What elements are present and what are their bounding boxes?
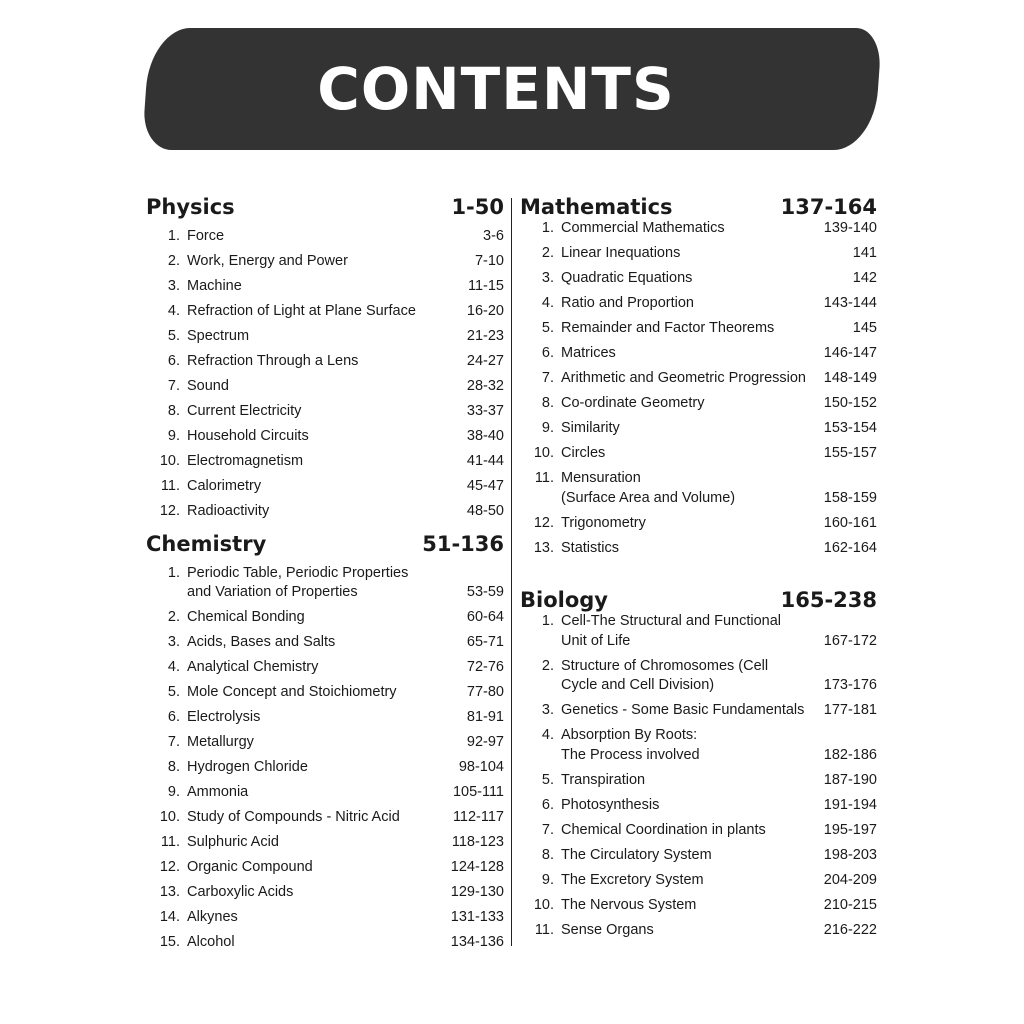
toc-entry [146,427,504,447]
entry-title: Co-ordinate Geometry [561,395,705,411]
entry-pages: 153-154 [823,420,877,436]
entry-number: 2. [167,609,180,625]
toc-entry [146,658,504,678]
entry-number: 8. [167,759,180,775]
entry-pages: 24-27 [466,353,504,369]
page-title: CONTENTS [317,55,675,123]
entry-number: 1. [541,613,554,629]
entry-number: 1. [167,564,180,581]
entry-pages: 65-71 [466,634,504,650]
section-pages: 51-136 [422,531,504,556]
entry-pages: 45-47 [466,478,504,494]
entry-number: 8. [541,846,554,863]
entry-title: Statistics [561,539,620,556]
entry-number: 2. [541,245,554,261]
entry-number: 7. [541,821,554,838]
entry-title: Refraction Through a Lens [187,353,359,369]
entry-title: Matrices [561,345,616,361]
entry-pages: 148-149 [823,370,877,386]
section-physics [146,195,504,522]
entry-title: Study of Compounds - Nitric Acid [187,809,400,825]
toc-entry [520,771,877,791]
entry-title: Remainder and Factor Theorems [561,320,775,336]
entry-pages: 38-40 [466,428,504,444]
toc-entry [520,539,877,559]
entry-title: Transpiration [561,771,646,788]
entry-title: Acids, Bases and Salts [187,634,336,650]
entry-title: Organic Compound [187,859,313,875]
entry-pages: 124-128 [450,859,504,875]
entry-title: Chemical Coordination in plants [561,821,766,838]
toc-entry [146,502,504,522]
entry-pages: 98-104 [458,759,504,775]
toc-entry [146,252,504,272]
entry-title: Refraction of Light at Plane Surface [187,303,416,319]
entry-pages: 146-147 [823,345,877,361]
entry-number: 1. [541,220,554,236]
entry-pages: 92-97 [466,734,504,750]
toc-entry [146,833,504,853]
entry-title: Radioactivity [187,503,270,519]
entry-title: Mensuration (Surface Area and Volume) [561,470,736,506]
entry-number: 11. [534,470,554,486]
toc-entry [520,344,877,364]
entry-number: 3. [541,270,554,286]
entry-title: Sense Organs [561,921,654,938]
entry-title: Cell-The Structural and Functional Unit of Life [561,613,782,649]
column-divider [511,198,512,946]
toc-entry [146,477,504,497]
entry-pages: 48-50 [466,503,504,519]
toc-entry [520,726,877,765]
entry-pages: 177-181 [823,702,877,718]
entry-number: 9. [541,420,554,436]
toc-entry [520,294,877,314]
toc-entry [146,758,504,778]
chapter-list [146,564,504,953]
entry-number: 10. [159,453,180,469]
toc-entry [520,369,877,389]
toc-entry [520,896,877,916]
entry-number: 13. [533,539,554,556]
entry-pages: 129-130 [450,884,504,900]
toc-entry [520,319,877,339]
toc-entry [146,683,504,703]
entry-pages: 16-20 [466,303,504,319]
toc-entry [146,352,504,372]
entry-number: 12. [159,503,180,519]
entry-number: 5. [541,771,554,788]
toc-entry [520,469,877,508]
toc-entry [146,608,504,628]
toc-entry [520,394,877,414]
entry-title: Work, Energy and Power [187,253,348,269]
entry-number: 10. [533,445,554,461]
entry-number: 14. [159,909,180,925]
toc-entry [146,783,504,803]
entry-number: 9. [541,871,554,888]
entry-number: 4. [541,295,554,311]
toc-entry [520,514,877,534]
entry-number: 4. [167,303,180,319]
entry-number: 11. [160,478,180,494]
entry-title: Commercial Mathematics [561,220,725,236]
left-column [146,195,504,958]
entry-title: The Nervous System [561,896,697,913]
entry-number: 10. [159,809,180,825]
entry-title: Trigonometry [561,514,646,531]
entry-title: Calorimetry [187,478,262,494]
entry-pages: 118-123 [451,834,504,850]
chapter-list [520,219,877,558]
entry-number: 4. [541,727,554,743]
entry-pages: 155-157 [823,445,877,461]
entry-number: 3. [167,634,180,650]
toc-entry [520,821,877,841]
entry-pages: 139-140 [823,220,877,236]
chapter-list [520,612,877,940]
entry-number: 11. [534,921,554,938]
entry-title: Analytical Chemistry [187,659,319,675]
entry-title: Hydrogen Chloride [187,759,308,775]
entry-pages: 41-44 [466,453,504,469]
entry-number: 15. [159,934,180,950]
entry-title: Machine [187,278,242,294]
entry-number: 9. [167,428,180,444]
toc-entry [520,796,877,816]
section-pages: 165-238 [780,588,877,612]
entry-pages: 60-64 [466,609,504,625]
entry-number: 9. [167,784,180,800]
entry-title: Ratio and Proportion [561,295,694,311]
entry-pages: 150-152 [823,395,877,411]
entry-pages: 53-59 [466,584,504,600]
toc-entry [520,269,877,289]
entry-title: Alcohol [187,934,235,950]
entry-title: The Excretory System [561,871,704,888]
entry-title: Mole Concept and Stoichiometry [187,684,397,700]
entry-pages: 173-176 [823,677,877,693]
entry-title: Quadratic Equations [561,270,693,286]
toc-entry [146,808,504,828]
right-column [520,195,877,946]
entry-pages: 131-133 [450,909,504,925]
entry-title: Sulphuric Acid [187,834,279,850]
entry-title: Household Circuits [187,428,309,444]
entry-title: Similarity [561,420,620,436]
entry-pages: 162-164 [823,539,877,556]
toc-entry [146,377,504,397]
entry-number: 3. [167,278,180,294]
toc-entry [146,708,504,728]
chapter-list [146,227,504,522]
toc-entry [146,858,504,878]
entry-pages: 142 [852,270,877,286]
entry-title: Electrolysis [187,709,261,725]
entry-number: 7. [541,370,554,386]
entry-title: Structure of Chromosomes (Cell Cycle and Cell Division) [561,657,769,693]
entry-pages: 11-15 [467,278,504,294]
entry-pages: 204-209 [823,871,877,888]
entry-pages: 210-215 [823,896,877,913]
section-title: Mathematics [520,195,673,219]
entry-number: 13. [159,884,180,900]
entry-number: 4. [167,659,180,675]
entry-pages: 158-159 [823,489,877,506]
toc-entry [520,612,877,651]
entry-number: 6. [167,353,180,369]
section-pages: 137-164 [780,195,877,219]
toc-entry [520,244,877,264]
entry-title: Electromagnetism [187,453,304,469]
entry-number: 8. [541,395,554,411]
entry-pages: 167-172 [823,632,877,649]
entry-pages: 105-111 [452,784,504,800]
toc-entry [146,277,504,297]
entry-title: Spectrum [187,328,250,344]
entry-title: Periodic Table, Periodic Properties and Variation of Properties [187,564,409,600]
toc-entry [146,402,504,422]
entry-title: Circles [561,445,606,461]
entry-number: 10. [533,896,554,913]
section-title: Chemistry [146,531,267,556]
entry-title: Alkynes [187,909,238,925]
entry-number: 12. [533,514,554,531]
entry-pages: 21-23 [466,328,504,344]
entry-pages: 7-10 [474,253,504,269]
entry-title: Arithmetic and Geometric Progression [561,370,806,386]
entry-pages: 3-6 [483,228,504,244]
entry-title: Photosynthesis [561,796,660,813]
entry-title: Genetics - Some Basic Fundamentals [561,702,805,718]
entry-pages: 81-91 [466,709,504,725]
entry-pages: 198-203 [823,846,877,863]
section-chemistry [146,532,504,953]
entry-number: 5. [167,328,180,344]
entry-title: The Circulatory System [561,846,712,863]
entry-title: Ammonia [187,784,249,800]
toc-entry [520,921,877,941]
entry-number: 7. [167,734,180,750]
toc-entry [520,657,877,696]
toc-entry [520,871,877,891]
entry-number: 5. [167,684,180,700]
entry-number: 7. [167,378,180,394]
entry-title: Metallurgy [187,734,254,750]
entry-title: Chemical Bonding [187,609,305,625]
toc-entry [520,419,877,439]
entry-pages: 195-197 [823,821,877,838]
entry-number: 2. [541,657,554,674]
entry-number: 6. [541,345,554,361]
toc-entry [146,327,504,347]
entry-number: 6. [541,796,554,813]
entry-number: 1. [167,228,180,244]
entry-number: 8. [167,403,180,419]
entry-title: Sound [187,378,229,394]
entry-pages: 216-222 [823,921,877,938]
entry-title: Current Electricity [187,403,302,419]
toc-entry [146,633,504,653]
toc-entry [146,302,504,322]
entry-number: 6. [167,709,180,725]
entry-title: Carboxylic Acids [187,884,294,900]
section-mathematics [520,195,877,558]
section-header [146,532,504,564]
entry-title: Force [187,228,225,244]
toc-entry [146,883,504,903]
toc-entry [146,227,504,247]
section-pages: 1-50 [451,195,504,219]
entry-title: Absorption By Roots: The Process involved [561,727,700,763]
toc-entry [146,564,504,603]
entry-number: 5. [541,320,554,336]
entry-pages: 145 [852,320,877,336]
toc-entry [520,701,877,721]
entry-pages: 77-80 [466,684,504,700]
toc-entry [520,846,877,866]
toc-entry [520,219,877,239]
entry-pages: 141 [852,245,877,261]
entry-pages: 182-186 [823,746,877,763]
toc-entry [520,444,877,464]
section-header [146,195,504,227]
toc-entry [146,908,504,928]
section-title: Physics [146,195,235,219]
entry-number: 3. [541,702,554,718]
toc-entry [146,933,504,953]
entry-pages: 134-136 [450,934,504,950]
entry-pages: 33-37 [466,403,504,419]
entry-title: Linear Inequations [561,245,681,261]
section-biology [520,588,877,940]
toc-entry [146,452,504,472]
entry-pages: 72-76 [466,659,504,675]
toc-entry [146,733,504,753]
entry-number: 12. [159,859,180,875]
entry-number: 2. [167,253,180,269]
entry-pages: 191-194 [823,796,877,813]
section-title: Biology [520,588,608,612]
entry-pages: 112-117 [452,809,504,825]
entry-pages: 143-144 [823,295,877,311]
entry-number: 11. [160,834,180,850]
entry-pages: 28-32 [466,378,504,394]
entry-pages: 187-190 [823,771,877,788]
entry-pages: 160-161 [823,514,877,531]
